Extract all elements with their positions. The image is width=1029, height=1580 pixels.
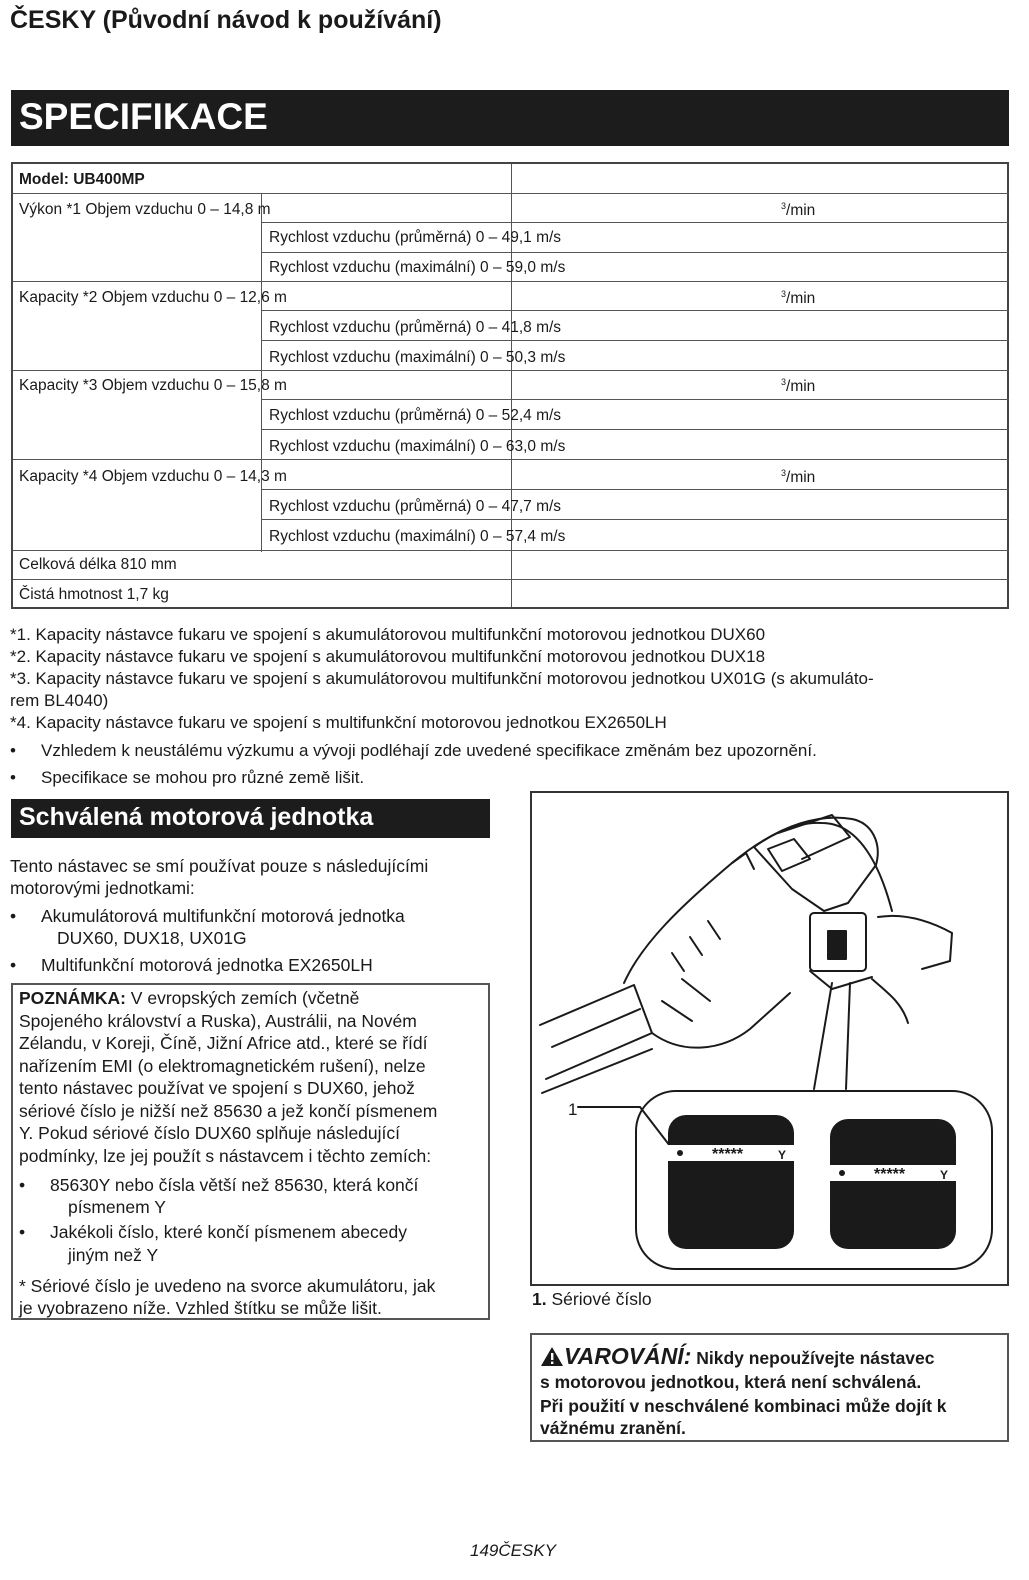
spec-max-1: Rychlost vzduchu (maximální) 0 – 59,0 m/s — [269, 259, 566, 276]
spec-group-2: Kapacity *2 Objem vzduchu 0 – 12,6 m — [19, 289, 287, 306]
battery-terminal-illustration — [530, 791, 1009, 1286]
footnote-4: *4. Kapacity nástavce fukaru ve spojení s multifunkční motorovou jednotkou EX2650LH — [10, 713, 667, 732]
specifications-table — [11, 162, 1009, 609]
note-line: sériové číslo je nižší než 85630 a jež končí písmenem — [19, 1101, 438, 1121]
note-star-line-2: je vyobrazeno níže. Vzhled štítku se může lišit. — [19, 1298, 382, 1318]
footnote-2: *2. Kapacity nástavce fukaru ve spojení s akumulátorovou multifunkční motorovou jednotkou DUX18 — [10, 647, 766, 666]
spec-unit-2: $^3$/min — [781, 289, 816, 307]
approved-unit-heading: Schválená motorová jednotka — [11, 799, 490, 838]
note-line: Zélandu, v Koreji, Číně, Jižní Africe atd., které se řídí — [19, 1033, 428, 1053]
spec-group-4: Kapacity *4 Objem vzduchu 0 – 14,3 m — [19, 468, 287, 485]
figure-caption: 1. Sériové číslo — [532, 1289, 652, 1309]
bullet-marker: • — [10, 741, 16, 760]
note-box — [11, 983, 490, 1320]
note-line: Spojeného království a Ruska), Austrálii, na Novém — [19, 1011, 417, 1031]
warning-line: vážnému zranění. — [540, 1418, 686, 1438]
approved-item-1: Akumulátorová multifunkční motorová jednotka — [41, 906, 405, 926]
note-bullet-1-continued: písmenem Y — [68, 1197, 166, 1217]
note-line: Y. Pokud sériové číslo DUX60 splňuje následující — [19, 1123, 401, 1143]
spec-note-1: Vzhledem k neustálému výzkumu a vývoji podléhají zde uvedené specifikace změnám bez upozornění. — [41, 741, 817, 760]
approved-intro-line-1: Tento nástavec se smí používat pouze s následujícími — [10, 856, 429, 876]
warning-triangle-icon — [540, 1346, 564, 1372]
spec-note-2: Specifikace se mohou pro různé země lišit. — [41, 768, 365, 787]
approved-item-2: Multifunkční motorová jednotka EX2650LH — [41, 955, 373, 975]
page-footer — [470, 1541, 556, 1561]
note-line: nařízením EMI (o elektromagnetickém rušení), nelze — [19, 1056, 426, 1076]
warning-first-line: VAROVÁNÍ: Nikdy nepoužívejte nástavec — [540, 1343, 935, 1372]
spec-unit-1: $^3$/min — [781, 201, 816, 219]
note-bullet-1: 85630Y nebo čísla větší než 85630, která končí — [50, 1175, 419, 1195]
spec-avg-2: Rychlost vzduchu (průměrná) 0 – 41,8 m/s — [269, 319, 562, 336]
bullet-marker: • — [10, 955, 17, 975]
spec-max-4: Rychlost vzduchu (maximální) 0 – 57,4 m/s — [269, 528, 566, 545]
warning-box — [530, 1333, 1009, 1442]
serial-suffix-2: Y — [940, 1168, 949, 1182]
net-weight: Čistá hmotnost 1,7 kg — [19, 586, 169, 603]
model-label: Model: UB400MP — [19, 171, 145, 188]
note-first-line: POZNÁMKA: V evropských zemích (včetně — [19, 988, 360, 1008]
spec-avg-1: Rychlost vzduchu (průměrná) 0 – 49,1 m/s — [269, 229, 562, 246]
specifications-heading: SPECIFIKACE — [11, 90, 1009, 146]
bullet-marker: • — [19, 1222, 26, 1242]
spec-group-1: Výkon *1 Objem vzduchu 0 – 14,8 m — [19, 201, 271, 218]
spec-max-2: Rychlost vzduchu (maximální) 0 – 50,3 m/s — [269, 349, 566, 366]
note-bullet-2-continued: jiným než Y — [68, 1245, 159, 1265]
note-star-line-1: * Sériové číslo je uvedeno na svorce akumulátoru, jak — [19, 1276, 436, 1296]
warning-line: Při použití v neschválené kombinaci může dojít k — [540, 1396, 947, 1416]
note-line: tento nástavec používat ve spojení s DUX60, jehož — [19, 1078, 415, 1098]
note-bullet-2: Jakékoli číslo, které končí písmenem abecedy — [50, 1222, 407, 1242]
page-number: 149 — [470, 1541, 499, 1560]
approved-item-1-models: DUX60, DUX18, UX01G — [57, 928, 247, 948]
bullet-marker: • — [19, 1175, 26, 1195]
warning-line: s motorovou jednotkou, která není schválená. — [540, 1372, 922, 1392]
footer-language: ČESKY — [498, 1541, 557, 1560]
bullet-marker: • — [10, 906, 17, 926]
footnote-1: *1. Kapacity nástavce fukaru ve spojení s akumulátorovou multifunkční motorovou jednotkou DUX60 — [10, 625, 766, 644]
spec-avg-4: Rychlost vzduchu (průměrná) 0 – 47,7 m/s — [269, 498, 562, 515]
footnote-3: *3. Kapacity nástavce fukaru ve spojení s akumulátorovou multifunkční motorovou jednotkou UX01G (s akumuláto- — [10, 669, 874, 688]
serial-mask-1: ***** — [712, 1146, 744, 1163]
approved-intro-line-2: motorovými jednotkami: — [10, 878, 195, 898]
callout-number: 1 — [568, 1100, 578, 1119]
tool-drawing — [532, 793, 1007, 1284]
spec-max-3: Rychlost vzduchu (maximální) 0 – 63,0 m/s — [269, 438, 566, 455]
spec-group-3: Kapacity *3 Objem vzduchu 0 – 15,8 m — [19, 377, 287, 394]
note-line: podmínky, lze jej použít s nástavcem i těchto zemích: — [19, 1146, 432, 1166]
page-language-title: ČESKY (Původní návod k používání) — [10, 6, 442, 34]
bullet-marker: • — [10, 768, 16, 787]
spec-avg-3: Rychlost vzduchu (průměrná) 0 – 52,4 m/s — [269, 407, 562, 424]
serial-suffix-1: Y — [778, 1148, 787, 1162]
footnote-3-continued: rem BL4040) — [10, 691, 109, 710]
spec-unit-3: $^3$/min — [781, 377, 816, 395]
serial-mask-2: ***** — [874, 1166, 906, 1183]
spec-unit-4: $^3$/min — [781, 468, 816, 486]
total-length: Celková délka 810 mm — [19, 556, 177, 573]
